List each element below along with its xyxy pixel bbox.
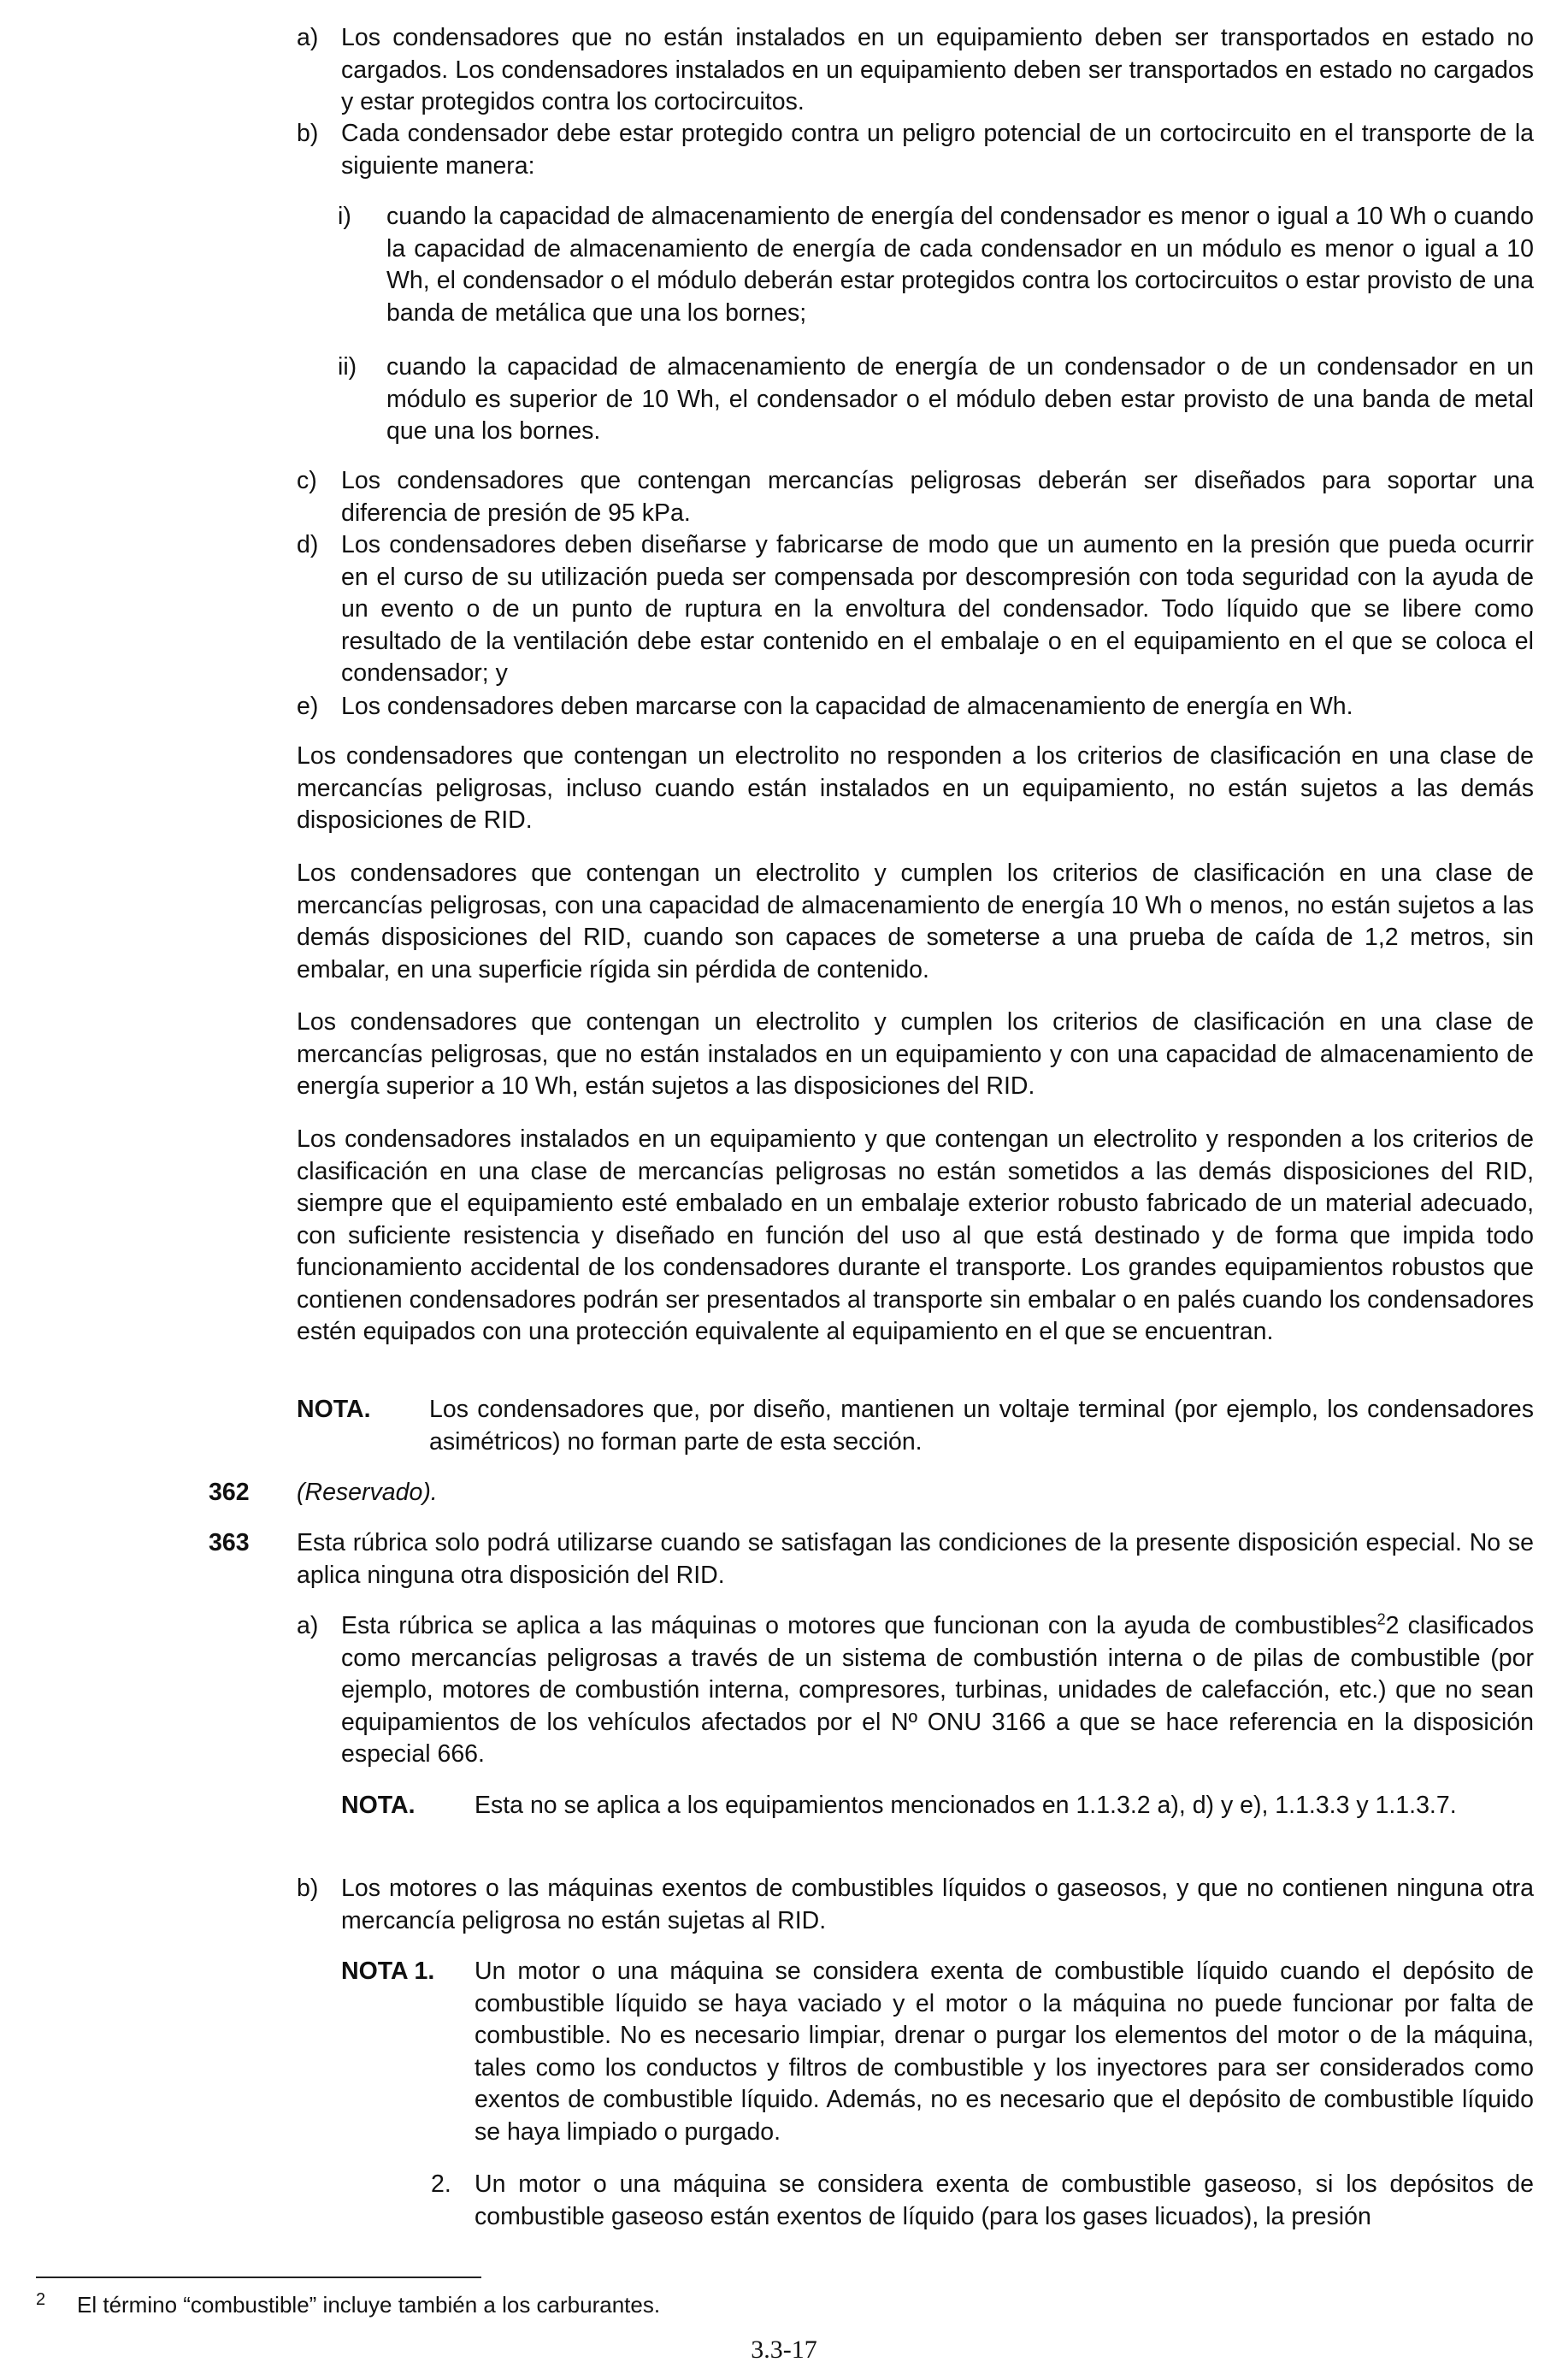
special-provision-362 xyxy=(209,1477,1534,1509)
list-item-d xyxy=(297,529,1534,690)
sub-item-i xyxy=(338,201,1534,329)
provision-text: (Reservado). xyxy=(297,1479,438,1506)
list-label: d) xyxy=(297,531,319,558)
note-label: NOTA. xyxy=(297,1396,371,1423)
list-label: a) xyxy=(297,1612,319,1639)
sub-label: ii) xyxy=(338,353,357,381)
sub-item-text: cuando la capacidad de almacenamiento de energía de un condensador o de un condensador en un módulo es superior de 10 Wh, el condensador o el módulo deben estar provisto de una banda de metal que una los bornes. xyxy=(386,353,1534,445)
list-label: b) xyxy=(297,120,319,147)
note-text: Un motor o una máquina se considera exenta de combustible gaseoso, si los depósitos de combustible gaseoso están exentos de líquido (para los gases licuados), la presión xyxy=(475,2170,1534,2230)
list-label: b) xyxy=(297,1875,319,1902)
note-label: 2. xyxy=(431,2170,451,2198)
note-363-a xyxy=(341,1790,1534,1822)
list-item-text: Cada condensador debe estar protegido contra un peligro potencial de un cortocircuito en el transporte de la siguiente manera: xyxy=(341,120,1534,180)
provision-363-item-b xyxy=(297,1873,1534,1937)
note-label: NOTA. xyxy=(341,1792,416,1819)
list-item-b xyxy=(297,118,1534,182)
provision-363-item-a xyxy=(297,1610,1534,1771)
footnote-separator xyxy=(36,2277,481,2278)
note-363-b-1 xyxy=(341,1956,1534,2148)
list-item-text: Los condensadores que no están instalados en un equipamiento deben ser transportados en estado no cargados. Los condensadores instalados en un equipamiento deben ser transportados en estado no cargados y estar protegidos contra los cortocircuitos. xyxy=(341,24,1534,115)
footnote-number: 2 xyxy=(36,2290,46,2309)
page-number: 3.3-17 xyxy=(751,2336,817,2364)
paragraph-4: Los condensadores instalados en un equipamiento y que contengan un electrolito y responden a los criterios de clasificación en una clase de mercancías peligrosas no están sometidos a las demás disposiciones del RID, siempre que el equipamiento esté embalado en un embalaje exterior robusto fabricado de un material adecuado, con suficiente resistencia y diseñado en función del uso al que está destinado y de forma que impida todo funcionamiento accidental de los condensadores durante el transporte. Los grandes equipamientos robustos que contienen condensadores podrán ser presentados al transporte sin embalar o en palés cuando los condensadores estén equipados con una protección equivalente al equipamiento en el que se encuentran. xyxy=(297,1125,1534,1345)
footnote-ref: 2 xyxy=(1376,1610,1386,1628)
list-item-text: Los condensadores que contengan mercancías peligrosas deberán ser diseñados para soportar una diferencia de presión de 95 kPa. xyxy=(341,467,1534,527)
provision-text: Esta rúbrica solo podrá utilizarse cuando se satisfagan las condiciones de la presente disposición especial. No se aplica ninguna otra disposición del RID. xyxy=(297,1529,1534,1589)
provision-number: 362 xyxy=(209,1479,250,1506)
paragraph-3: Los condensadores que contengan un electrolito y cumplen los criterios de clasificación en una clase de mercancías peligrosas, que no están instalados en un equipamiento y con una capacidad de almacenamiento de energía superior a 10 Wh, están sujetos a las disposiciones del RID. xyxy=(297,1008,1534,1100)
note-label: NOTA 1. xyxy=(341,1958,435,1985)
provision-number: 363 xyxy=(209,1529,250,1556)
text-before-footnote: Esta rúbrica se aplica a las máquinas o motores que funcionan con la ayuda de combustibles xyxy=(341,1612,1377,1639)
footnote-text: El término “combustible” incluye también a los carburantes. xyxy=(77,2292,661,2318)
list-item-text: Los condensadores deben diseñarse y fabricarse de modo que un aumento en la presión que pueda ocurrir en el curso de su utilización pueda ser compensada por descompresión con toda seguridad con la ayuda de un evento o de un punto de ruptura en la envoltura del condensador. Todo líquido que se libere como resultado de la ventilación debe estar contenido en el embalaje o en el equipamiento en el que se coloca el condensador; y xyxy=(341,531,1534,687)
list-item-text: Los condensadores deben marcarse con la capacidad de almacenamiento de energía en Wh. xyxy=(341,693,1353,720)
note xyxy=(297,1394,1534,1458)
note-text: Esta no se aplica a los equipamientos mencionados en 1.1.3.2 a), d) y e), 1.1.3.3 y 1.1.3.7. xyxy=(475,1792,1457,1819)
list-item-a xyxy=(297,22,1534,119)
text-after-footnote: 2 clasificados como mercancías peligrosas a través de un sistema de combustión interna o de pilas de combustible (por ejemplo, motores de combustión interna, compresores, turbinas, unidades de calefacción, etc.) que no sean equipamientos de los vehículos afectados por el Nº ONU 3166 a que se hace referencia en la disposición especial 666. xyxy=(341,1612,1534,1768)
note-363-b-2 xyxy=(341,2169,1534,2233)
special-provision-363 xyxy=(209,1527,1534,1592)
list-item-c xyxy=(297,465,1534,529)
paragraph-2: Los condensadores que contengan un electrolito y cumplen los criterios de clasificación en una clase de mercancías peligrosas, con una capacidad de almacenamiento de energía 10 Wh o menos, no están sujetos a las demás disposiciones del RID, cuando son capaces de someterse a una prueba de caída de 1,2 metros, sin embalar, en una superficie rígida sin pérdida de contenido. xyxy=(297,859,1534,983)
list-item-e xyxy=(297,691,1534,723)
list-item-text xyxy=(341,1610,1534,1771)
paragraph-1: Los condensadores que contengan un electrolito no responden a los criterios de clasificación en una clase de mercancías peligrosas, incluso cuando están instalados en un equipamiento, no están sujetos a las demás disposiciones de RID. xyxy=(297,742,1534,834)
list-item-text: Los motores o las máquinas exentos de combustibles líquidos o gaseosos, y que no contienen ninguna otra mercancía peligrosa no están sujetas al RID. xyxy=(341,1875,1534,1934)
sub-label: i) xyxy=(338,203,351,230)
list-label: a) xyxy=(297,24,319,51)
sub-item-ii xyxy=(338,351,1534,448)
sub-item-text: cuando la capacidad de almacenamiento de energía del condensador es menor o igual a 10 Wh o cuando la capacidad de almacenamiento de energía de cada condensador en un módulo es menor o igual a 10 Wh, el condensador o el módulo deberán estar protegidos contra los cortocircuitos o estar provisto de una banda de metálica que una los bornes; xyxy=(386,203,1534,327)
note-text: Un motor o una máquina se considera exenta de combustible líquido cuando el depósito de combustible líquido se haya vaciado y el motor o la máquina no puede funcionar por falta de combustible. No es necesario limpiar, drenar o purgar los elementos del motor o de la máquina, tales como los conductos y filtros de combustible y los inyectores para ser considerados como exentos de combustible líquido. Además, no es necesario que el depósito de combustible líquido se haya limpiado o purgado. xyxy=(475,1958,1534,2146)
note-text: Los condensadores que, por diseño, mantienen un voltaje terminal (por ejemplo, los condensadores asimétricos) no forman parte de esta sección. xyxy=(429,1396,1534,1456)
footnote xyxy=(36,2290,1147,2319)
list-label: c) xyxy=(297,467,317,494)
list-label: e) xyxy=(297,693,319,720)
